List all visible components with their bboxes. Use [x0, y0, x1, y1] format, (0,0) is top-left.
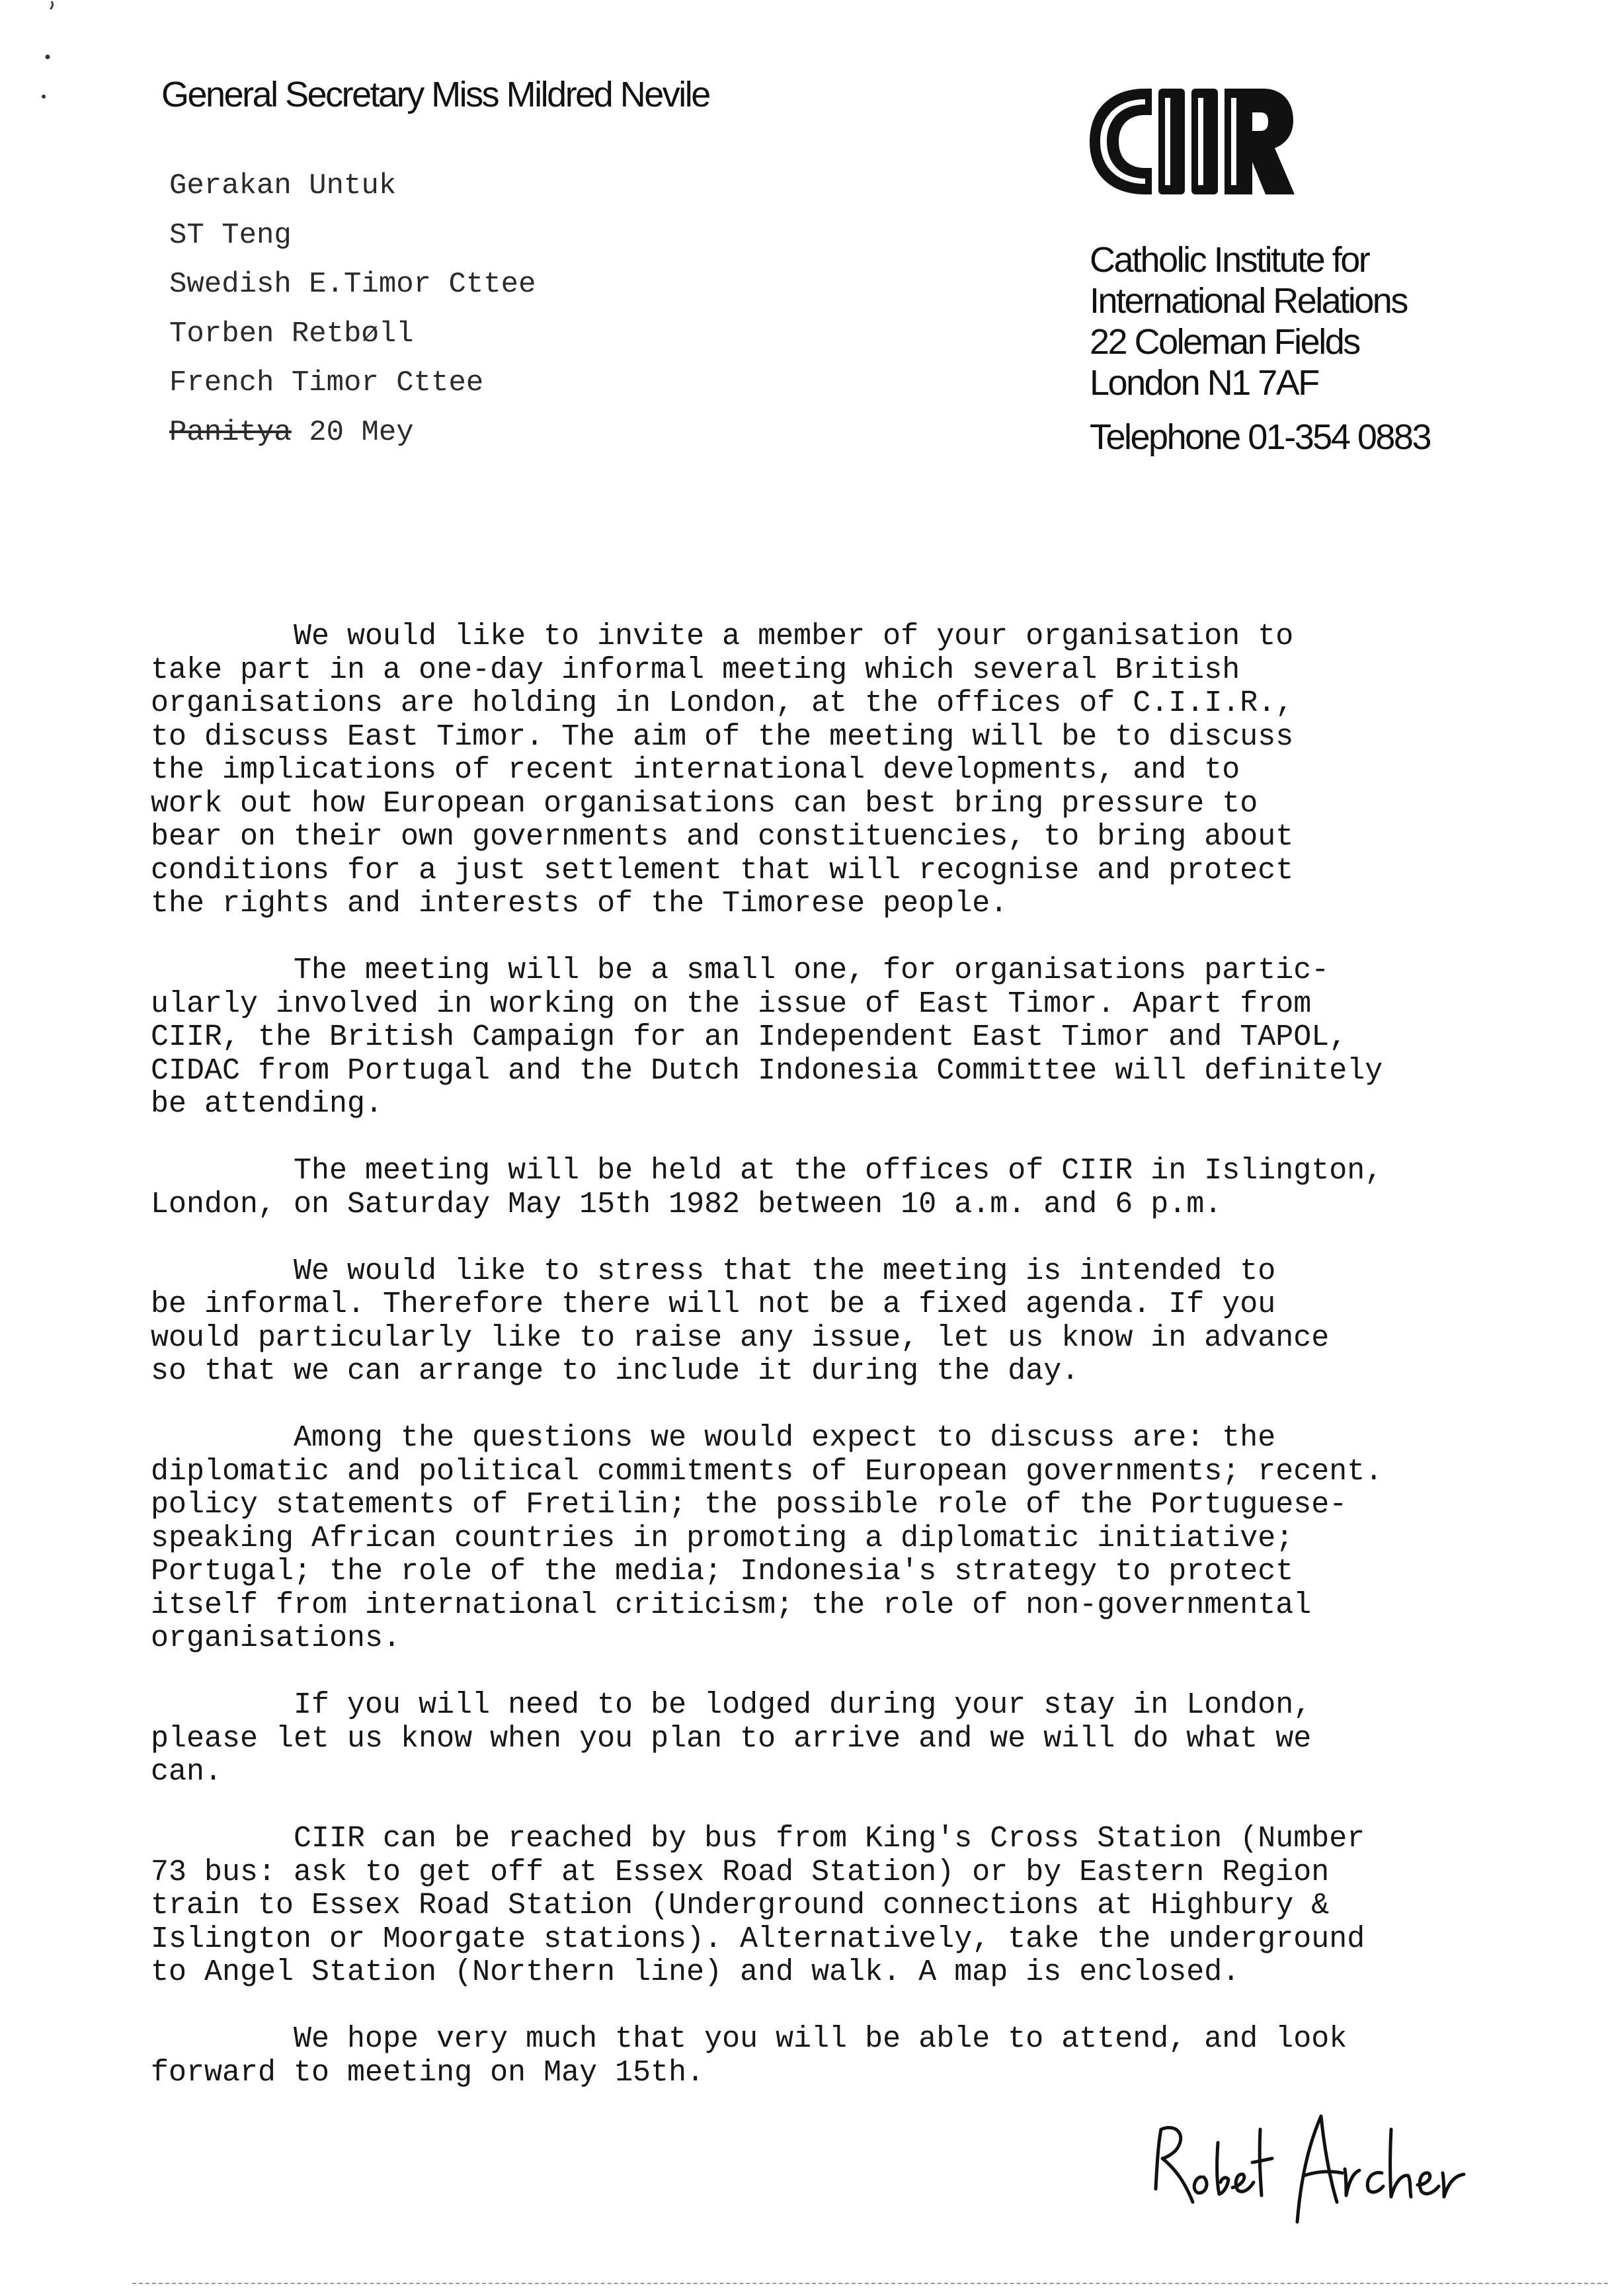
recipient-line: French Timor Cttee — [169, 366, 484, 399]
handwritten-signature — [1144, 2090, 1488, 2248]
recipient-list — [169, 161, 536, 457]
recipient-line: ST Teng — [169, 218, 292, 252]
address-line: 22 Coleman Fields — [1090, 322, 1359, 362]
address-line: London N1 7AF — [1090, 363, 1318, 403]
ciir-logo — [1084, 82, 1296, 198]
page-edge-rule — [132, 2283, 1608, 2284]
body-paragraph: We hope very much that you will be able to attend, and look forward to meeting on May 15th. — [151, 2022, 1347, 2090]
body-paragraph: The meeting will be held at the offices of CIIR in Islington, London, on Saturday May 15th 1982 between 10 a.m. and 6 p.m. — [151, 1154, 1383, 1221]
body-paragraph: CIIR can be reached by bus from King's Cross Station (Number 73 bus: ask to get off at Essex Road Station) or by Eastern Region train to Essex Road Station (Underground connections at Highbury & Islington or Moorgate stations). Alternatively, take the underground to Angel Station (Northern line) and walk. A map is enclosed. — [151, 1822, 1365, 1989]
scan-marks — [0, 0, 79, 132]
telephone-line: Telephone 01-354 0883 — [1090, 417, 1431, 457]
letter-body — [151, 620, 1566, 2123]
recipient-line: Gerakan Untuk — [169, 169, 397, 202]
recipient-line: Torben Retbøll — [169, 317, 414, 350]
body-paragraph: The meeting will be a small one, for organisations partic- ularly involved in working on the issue of East Timor. Apart from CIIR, the British Campaign for an Independent East Timor and TAPOL, CIDAC from Portugal and the Dutch Indonesia Committee will definitely be attending. — [151, 954, 1383, 1121]
general-secretary-line: General Secretary Miss Mildred Nevile — [161, 75, 709, 114]
body-paragraph: If you will need to be lodged during your stay in London, please let us know when you plan to arrive and we will do what we can. — [151, 1688, 1312, 1789]
body-paragraph: We would like to invite a member of your organisation to take part in a one-day informal meeting which several British organisations are holding in London, at the offices of C.I.I.R., to discuss East Timor. The aim of the meeting will be to discuss the implications of recent international developments, and to work out how European organisations can best bring pressure to bear on their own governments and constituencies, to bring about conditions for a just settlement that will recognise and protect the rights and interests of the Timorese people. — [151, 620, 1294, 921]
recipient-line — [169, 408, 536, 458]
recipient-date: 20 Mey — [291, 415, 414, 449]
body-paragraph: Among the questions we would expect to discuss are: the diplomatic and political commitments of European governments; recent. policy statements of Fretilin; the possible role of the Portuguese- speaking African countries in promoting a diplomatic initiative; Portugal; the role of the media; Indonesia's strategy to protect itself from international criticism; the role of non-governmental organisations. — [151, 1421, 1383, 1655]
recipient-line: Swedish E.Timor Cttee — [169, 268, 536, 301]
org-name-line: Catholic Institute for — [1090, 240, 1369, 280]
body-paragraph: We would like to stress that the meeting is intended to be informal. Therefore there will not be a fixed agenda. If you would particularly like to raise any issue, let us know in advance so that we can arrange to include it during the day. — [151, 1254, 1330, 1388]
struck-text: Panitya — [169, 415, 292, 449]
org-name-line: International Relations — [1090, 281, 1407, 321]
organisation-address — [1090, 239, 1430, 458]
